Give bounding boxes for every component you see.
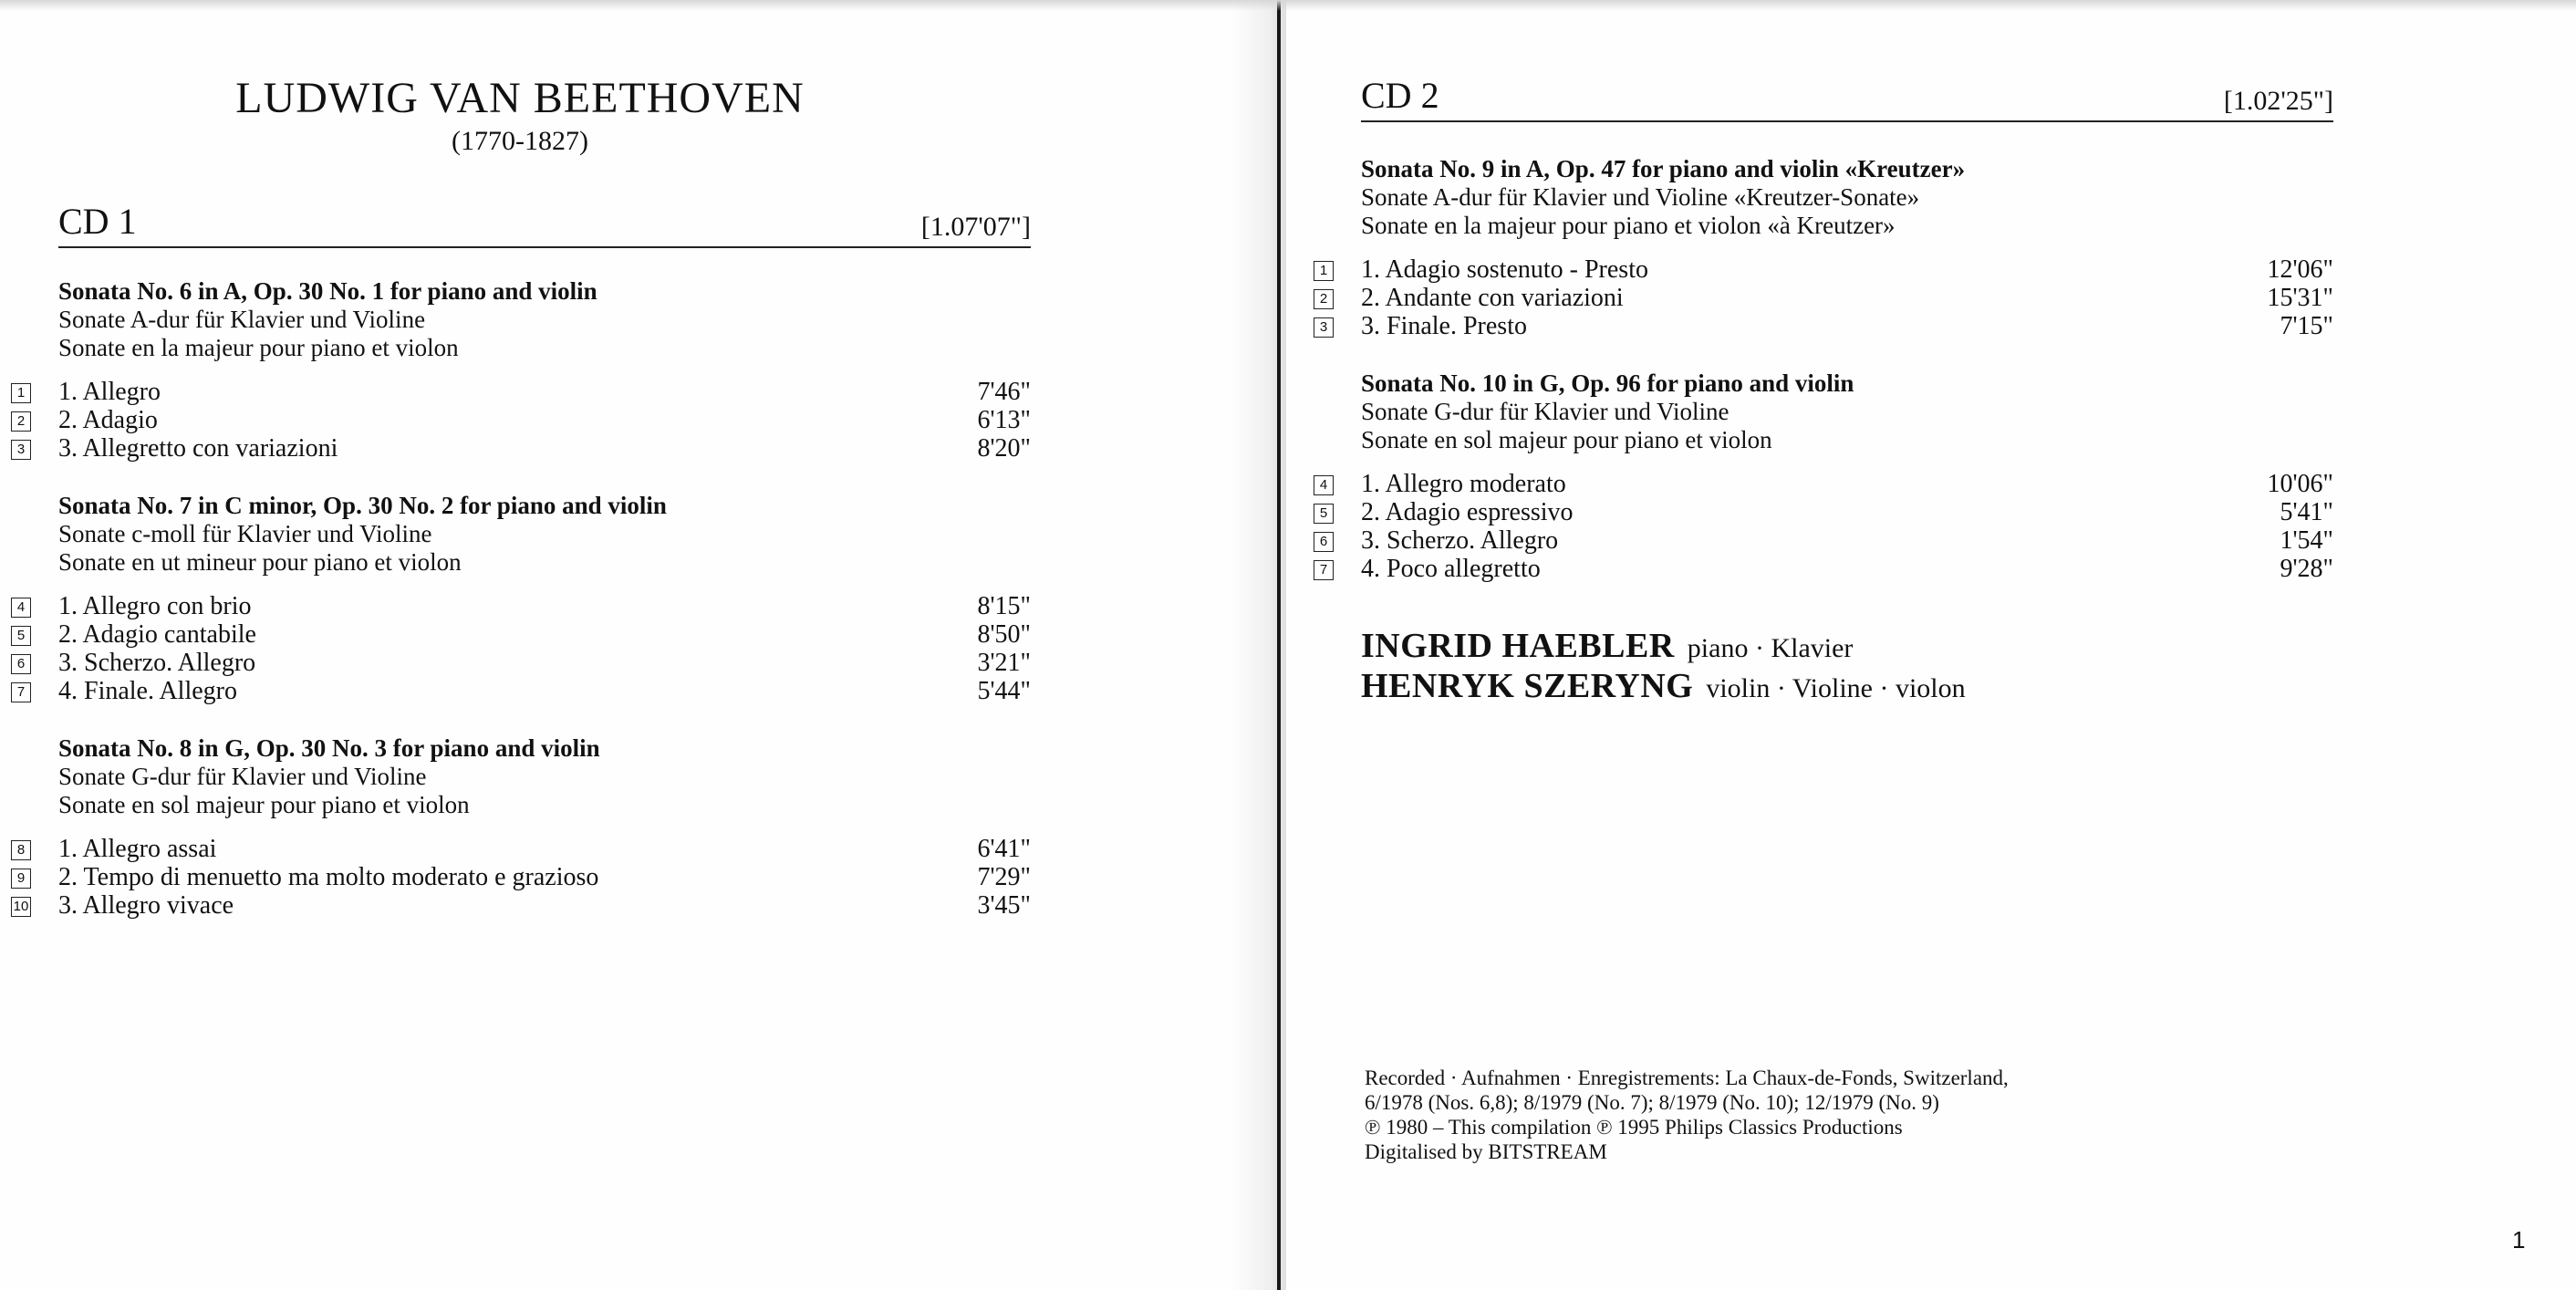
track-list [11,835,1031,920]
track-title: 2. Adagio espressivo [1361,498,1574,526]
sonata-title: Sonata No. 6 in A, Op. 30 No. 1 for piano and violin [58,277,597,305]
track-row [1314,470,2333,498]
track-duration: 5'41" [2280,498,2333,526]
track-title: 1. Allegro moderato [1361,470,1566,498]
performer-role: violin · Violine · violon [1706,673,1966,703]
track-duration: 1'54" [2280,526,2333,555]
credits-line: ℗ 1980 – This compilation ℗ 1995 Philips Classics Productions [1365,1116,1903,1139]
track-number-box: 2 [11,411,31,432]
track-title: 3. Scherzo. Allegro [1361,526,1559,555]
track-row [11,891,1031,920]
sonata-title-german: Sonate A-dur für Klavier und Violine «Kreutzer-Sonate» [1361,183,1920,211]
sonata-title-german: Sonate G-dur für Klavier und Violine [1361,398,1729,425]
track-row [11,677,1031,705]
track-number-box: 4 [11,598,31,618]
sonata-block [1361,155,1965,240]
sonata-block [58,492,667,577]
track-row [11,378,1031,406]
credits-line: Digitalised by BITSTREAM [1365,1140,1607,1163]
sonata-title-french: Sonate en la majeur pour piano et violon «à Kreutzer» [1361,212,1896,239]
track-row [1314,312,2333,340]
track-title: 2. Andante con variazioni [1361,284,1624,312]
track-title: 3. Allegro vivace [58,891,234,920]
track-row [1314,255,2333,284]
track-duration: 7'29" [977,863,1031,891]
sonata-title-german: Sonate G-dur für Klavier und Violine [58,763,427,790]
credits-line: Recorded · Aufnahmen · Enregistrements: La Chaux-de-Fonds, Switzerland, [1365,1066,2009,1089]
track-duration: 8'50" [977,620,1031,649]
track-number-box: 3 [1314,317,1334,338]
track-row [11,434,1031,463]
track-title: 1. Allegro [58,378,161,406]
track-row [11,649,1031,677]
track-list [11,592,1031,705]
track-row [11,592,1031,620]
sonata-title: Sonata No. 9 in A, Op. 47 for piano and violin «Kreutzer» [1361,155,1966,182]
track-row [1314,555,2333,583]
track-title: 1. Allegro assai [58,835,217,863]
track-list [1314,470,2333,583]
sonata-title: Sonata No. 10 in G, Op. 96 for piano and violin [1361,369,1854,397]
track-duration: 8'15" [977,592,1031,620]
sonata-title-german: Sonate A-dur für Klavier und Violine [58,306,426,333]
cd2-total-duration: [1.02'25"] [2223,86,2333,116]
track-number-box: 5 [11,626,31,646]
cd2-title: CD 2 [1361,75,1439,116]
track-number-box: 7 [1314,560,1334,580]
track-duration: 9'28" [2280,555,2333,583]
track-duration: 6'41" [977,835,1031,863]
track-row [11,406,1031,434]
booklet-fold [1277,0,1281,1290]
track-duration: 12'06" [2267,255,2333,284]
track-duration: 3'21" [977,649,1031,677]
track-number-box: 1 [11,383,31,403]
track-number-box: 8 [11,840,31,860]
performer-name: HENRYK SZERYNG [1361,667,1694,705]
credits-line: 6/1978 (Nos. 6,8); 8/1979 (No. 7); 8/1979 (No. 10); 12/1979 (No. 9) [1365,1091,1939,1114]
track-duration: 7'15" [2280,312,2333,340]
track-duration: 3'45" [977,891,1031,920]
track-duration: 15'31" [2267,284,2333,312]
track-duration: 7'46" [977,378,1031,406]
track-duration: 8'20" [977,434,1031,463]
track-number-box: 10 [11,897,31,917]
track-title: 3. Scherzo. Allegro [58,649,256,677]
track-title: 3. Allegretto con variazioni [58,434,338,463]
sonata-title: Sonata No. 8 in G, Op. 30 No. 3 for piano and violin [58,734,600,762]
sonata-title-french: Sonate en sol majeur pour piano et violon [58,791,470,818]
track-title: 2. Tempo di menuetto ma molto moderato e grazioso [58,863,599,891]
cd1-header [58,192,1031,248]
sonata-title: Sonata No. 7 in C minor, Op. 30 No. 2 for piano and violin [58,492,667,519]
composer-name: LUDWIG VAN BEETHOVEN [235,74,805,122]
track-number-box: 5 [1314,504,1334,524]
sonata-block [1361,369,1854,454]
track-row [1314,284,2333,312]
track-title: 1. Allegro con brio [58,592,252,620]
track-title: 2. Adagio cantabile [58,620,256,649]
track-list [1314,255,2333,340]
composer-dates: (1770-1827) [452,126,588,156]
performer-role: piano · Klavier [1687,633,1854,663]
cd1-total-duration: [1.07'07"] [920,212,1031,242]
track-number-box: 9 [11,869,31,889]
track-title: 4. Finale. Allegro [58,677,237,705]
track-number-box: 6 [11,654,31,674]
sonata-title-french: Sonate en sol majeur pour piano et violon [1361,426,1772,453]
track-duration: 5'44" [977,677,1031,705]
track-duration: 6'13" [977,406,1031,434]
track-number-box: 3 [11,440,31,460]
track-list [11,378,1031,463]
track-title: 3. Finale. Presto [1361,312,1527,340]
track-row [11,835,1031,863]
performer-pianist [1361,626,1853,666]
cd2-header [1361,66,2333,122]
track-row [1314,526,2333,555]
cd1-title: CD 1 [58,201,137,242]
track-duration: 10'06" [2267,470,2333,498]
track-number-box: 4 [1314,475,1334,495]
track-row [11,863,1031,891]
sonata-block [58,734,600,819]
performer-violinist [1361,666,1966,706]
performer-name: INGRID HAEBLER [1361,627,1675,665]
sonata-title-french: Sonate en la majeur pour piano et violon [58,334,459,361]
track-title: 2. Adagio [58,406,158,434]
track-number-box: 1 [1314,261,1334,281]
track-number-box: 2 [1314,289,1334,309]
track-title: 1. Adagio sostenuto - Presto [1361,255,1648,284]
track-row [1314,498,2333,526]
sonata-block [58,277,597,362]
track-number-box: 7 [11,682,31,702]
page-number: 1 [2512,1226,2526,1254]
top-edge-shadow [0,0,2576,11]
track-number-box: 6 [1314,532,1334,552]
sonata-title-german: Sonate c-moll für Klavier und Violine [58,520,432,547]
track-title: 4. Poco allegretto [1361,555,1541,583]
track-row [11,620,1031,649]
recording-credits [1365,1066,2009,1164]
sonata-title-french: Sonate en ut mineur pour piano et violon [58,548,462,576]
